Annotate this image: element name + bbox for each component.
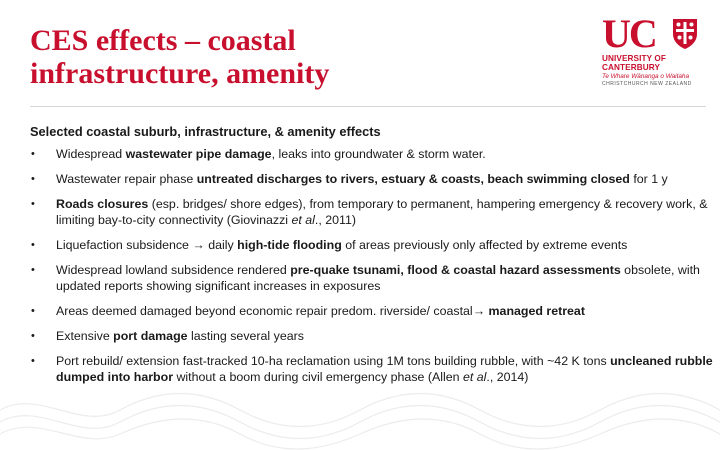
bullet-text-segment: Wastewater repair phase bbox=[56, 172, 197, 186]
logo-city: CHRISTCHURCH NEW ZEALAND bbox=[602, 81, 692, 87]
bullet-icon: • bbox=[31, 305, 35, 317]
bullet-text-segment: of areas previously only affected by extreme events bbox=[341, 238, 628, 252]
decorative-watermark bbox=[0, 392, 720, 450]
crest-icon bbox=[672, 18, 698, 50]
bullet-text-segment: without a boom during civil emergency phase (Allen bbox=[173, 370, 463, 384]
bullet-text-segment: Extensive bbox=[56, 329, 114, 343]
title-line-1: CES effects – coastal bbox=[30, 24, 296, 57]
bullet-text-segment: uncleaned rubble dumped into harbor bbox=[56, 354, 713, 384]
bullet-item bbox=[30, 237, 714, 253]
bullet-text-segment: obsolete, with updated reports showing significant increases in exposures bbox=[56, 263, 700, 293]
bullet-text-segment: Widespread lowland subsidence rendered bbox=[56, 263, 291, 277]
bullet-list bbox=[30, 146, 714, 394]
logo-university-name: UNIVERSITY OF CANTERBURY bbox=[602, 54, 666, 72]
bullet-text-segment: lasting several years bbox=[187, 329, 304, 343]
bullet-text-segment: Areas deemed damaged beyond economic repair predom. riverside/ coastal→ bbox=[56, 304, 489, 318]
bullet-text-segment: ., 2014) bbox=[486, 370, 529, 384]
bullet-item bbox=[30, 328, 714, 344]
bullet-text-segment: for 1 y bbox=[629, 172, 668, 186]
bullet-icon: • bbox=[31, 148, 35, 160]
section-subtitle: Selected coastal suburb, infrastructure, & amenity effects bbox=[30, 124, 381, 139]
bullet-icon: • bbox=[31, 330, 35, 342]
bullet-item bbox=[30, 353, 714, 385]
bullet-item bbox=[30, 171, 714, 187]
bullet-text-segment: Roads closures bbox=[56, 197, 149, 211]
slide-title bbox=[30, 24, 550, 90]
bullet-text-segment: Port rebuild/ extension fast-tracked 10-ha reclamation using 1M tons building rubble, with ~42 K tons bbox=[56, 354, 611, 368]
bullet-item bbox=[30, 146, 714, 162]
logo-uc-mark: UC bbox=[602, 11, 656, 56]
bullet-icon: • bbox=[31, 239, 35, 251]
bullet-text-segment: , leaks into groundwater & storm water. bbox=[271, 147, 486, 161]
title-divider bbox=[30, 106, 706, 107]
bullet-item bbox=[30, 196, 714, 228]
bullet-text-segment: et al bbox=[291, 213, 315, 227]
title-line-2: infrastructure, amenity bbox=[30, 57, 330, 90]
bullet-text-segment: et al bbox=[462, 370, 487, 384]
university-logo bbox=[602, 11, 706, 92]
bullet-icon: • bbox=[31, 264, 35, 276]
bullet-text-segment: managed retreat bbox=[488, 304, 585, 318]
bullet-item bbox=[30, 262, 714, 294]
bullet-text-segment: port damage bbox=[113, 329, 188, 343]
bullet-item bbox=[30, 303, 714, 319]
bullet-text-segment: untreated discharges to rivers, estuary & coasts, beach swimming closed bbox=[196, 172, 630, 186]
bullet-icon: • bbox=[31, 355, 35, 367]
bullet-text-segment: ., 2011) bbox=[314, 213, 357, 227]
bullet-text-segment: wastewater pipe damage bbox=[125, 147, 272, 161]
bullet-text-segment: pre-quake tsunami, flood & coastal hazard assessments bbox=[290, 263, 621, 277]
bullet-text-segment: (esp. bridges/ shore edges), from temporary to permanent, hampering emergency & recovery work, & limiting bay-to-city connectivity (Giovinazzi bbox=[56, 197, 708, 227]
bullet-text-segment: Widespread bbox=[56, 147, 126, 161]
bullet-icon: • bbox=[31, 198, 35, 210]
bullet-text-segment: Liquefaction subsidence → daily bbox=[56, 238, 238, 252]
logo-maori-name: Te Whare Wānanga o Waitaha bbox=[602, 73, 690, 80]
bullet-icon: • bbox=[31, 173, 35, 185]
bullet-text-segment: high-tide flooding bbox=[237, 238, 342, 252]
